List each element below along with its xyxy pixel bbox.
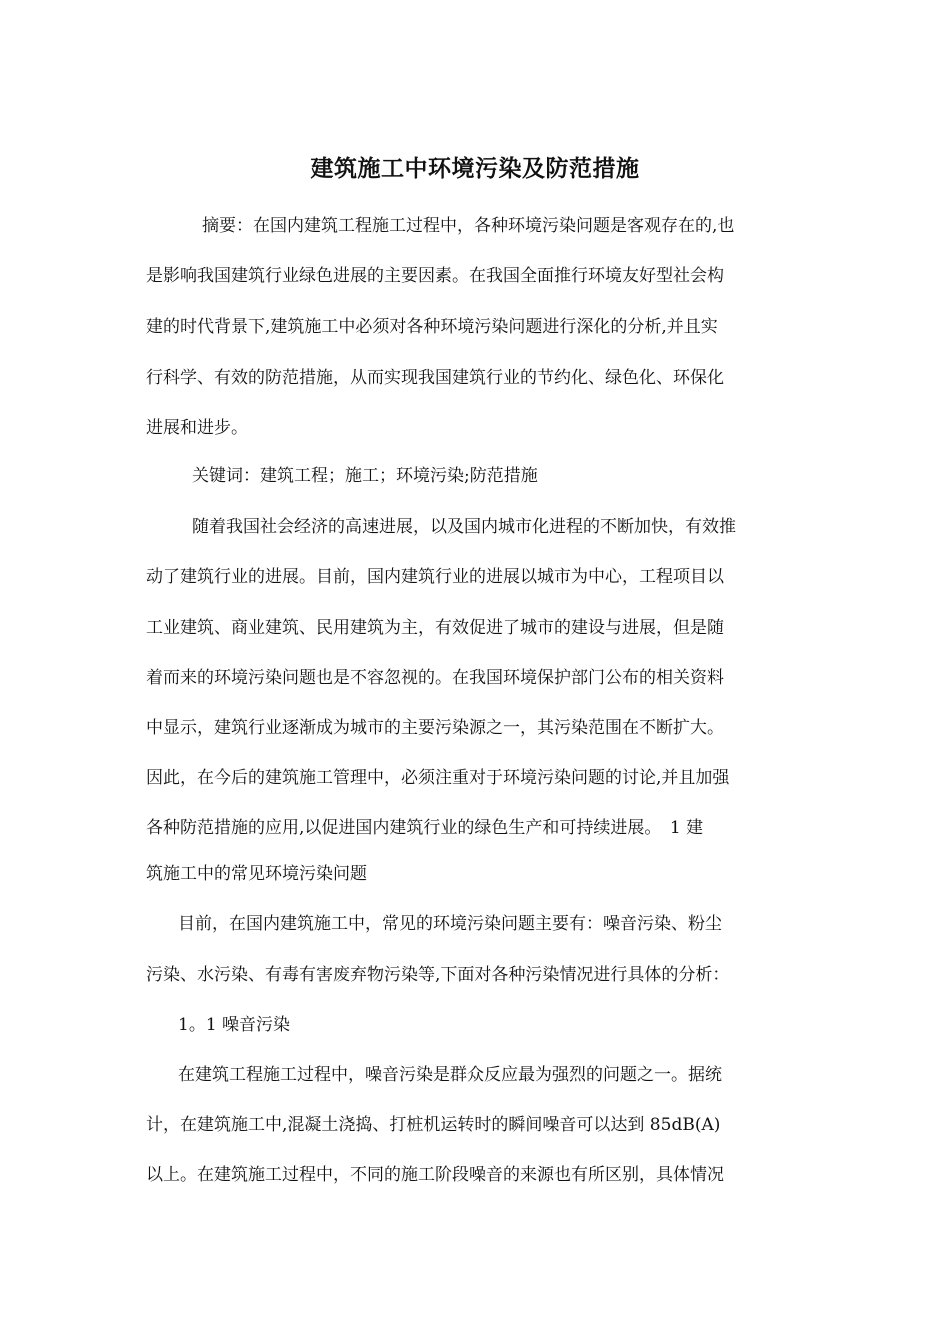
intro-line-6: 因此，在今后的建筑施工管理中，必须注重对于环境污染问题的讨论,并且加强 (146, 768, 730, 788)
abstract-line-1: 摘要：在国内建筑工程施工过程中，各种环境污染问题是客观存在的,也 (202, 216, 735, 236)
subheading-noise: 1。1 噪音污染 (178, 1015, 291, 1035)
intro-line-3: 工业建筑、商业建筑、民用建筑为主，有效促进了城市的建设与进展，但是随 (146, 618, 724, 638)
intro-line-5: 中显示，建筑行业逐渐成为城市的主要污染源之一，其污染范围在不断扩大。 (146, 718, 724, 738)
abstract-line-2: 是影响我国建筑行业绿色进展的主要因素。在我国全面推行环境友好型社会构 (146, 266, 724, 286)
intro-line-4: 着而来的环境污染问题也是不容忽视的。在我国环境保护部门公布的相关资料 (146, 668, 724, 688)
keywords-line: 关键词：建筑工程；施工；环境污染;防范措施 (192, 466, 538, 486)
document-title: 建筑施工中环境污染及防范措施 (310, 155, 640, 182)
noise-line-3: 以上。在建筑施工过程中，不同的施工阶段噪音的来源也有所区别，具体情况 (146, 1165, 724, 1185)
abstract-line-4: 行科学、有效的防范措施，从而实现我国建筑行业的节约化、绿色化、环保化 (146, 368, 724, 388)
section1-line-1: 目前，在国内建筑施工中，常见的环境污染问题主要有：噪音污染、粉尘 (178, 914, 722, 934)
noise-line-2: 计，在建筑施工中,混凝土浇捣、打桩机运转时的瞬间噪音可以达到 85dB(A) (146, 1115, 721, 1135)
intro-line-8: 筑施工中的常见环境污染问题 (146, 864, 367, 884)
intro-line-2: 动了建筑行业的进展。目前，国内建筑行业的进展以城市为中心，工程项目以 (146, 567, 724, 587)
section1-line-2: 污染、水污染、有毒有害废弃物污染等,下面对各种污染情况进行具体的分析： (146, 965, 730, 985)
abstract-line-5: 进展和进步。 (146, 418, 248, 438)
intro-line-1: 随着我国社会经济的高速进展，以及国内城市化进程的不断加快，有效推 (192, 517, 736, 537)
noise-line-1: 在建筑工程施工过程中，噪音污染是群众反应最为强烈的问题之一。据统 (178, 1065, 722, 1085)
abstract-line-3: 建的时代背景下,建筑施工中必须对各种环境污染问题进行深化的分析,并且实 (146, 317, 718, 337)
intro-line-7: 各种防范措施的应用,以促进国内建筑行业的绿色生产和可持续进展。 1 建 (146, 818, 704, 838)
